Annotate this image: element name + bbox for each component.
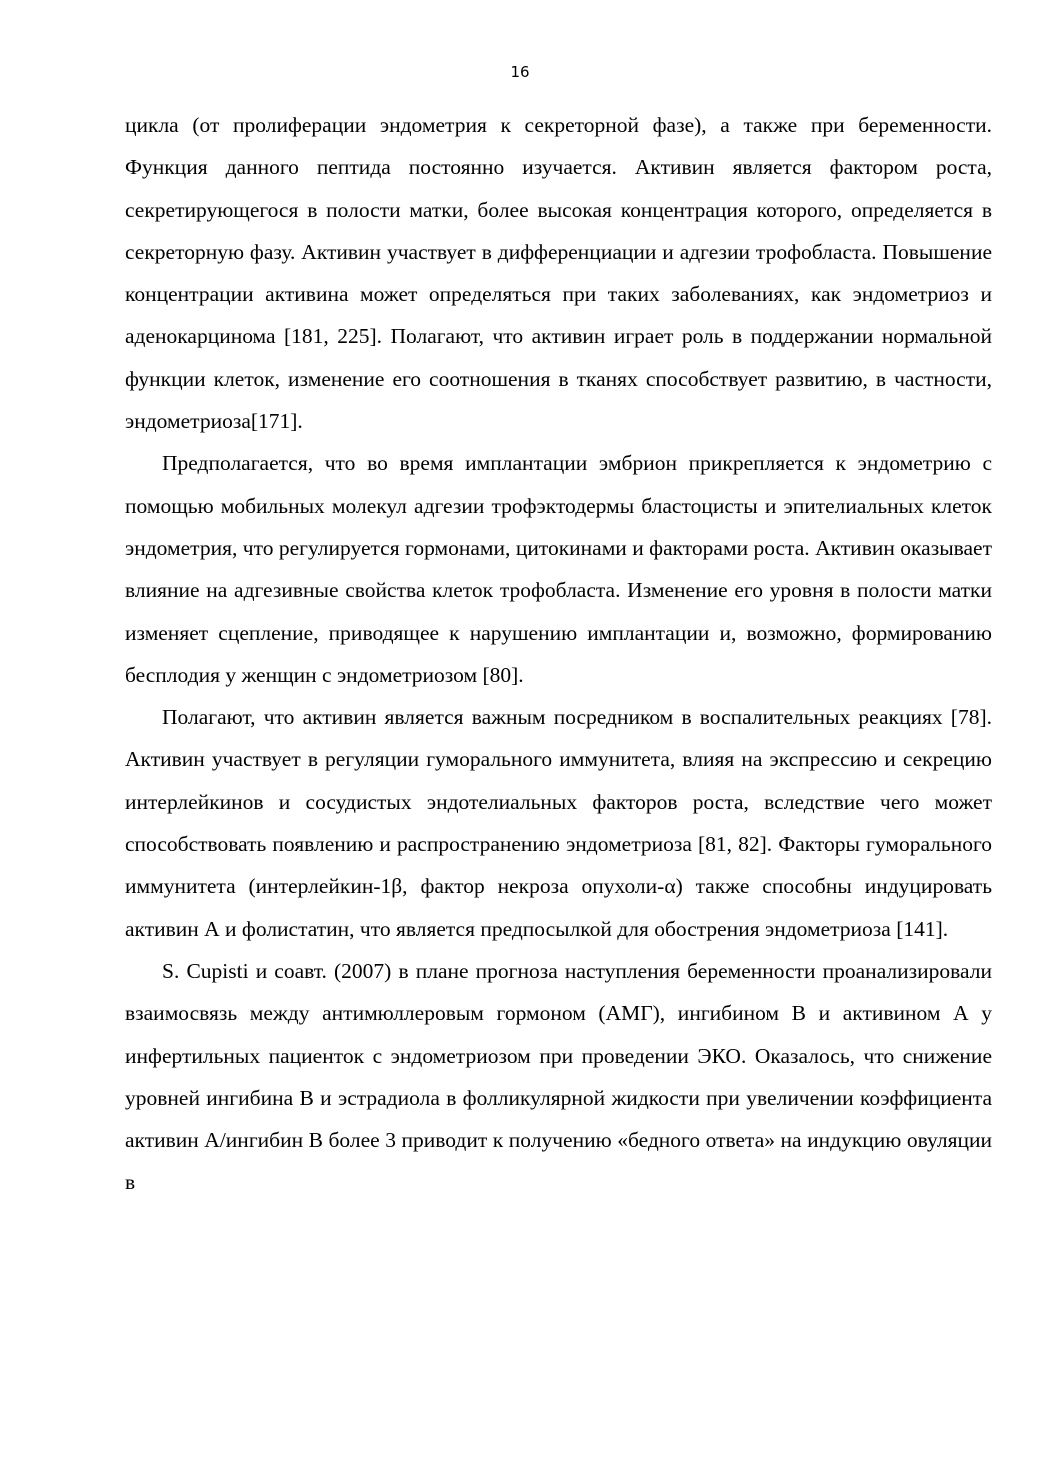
paragraph-implantation: Предполагается, что во время имплантации эмбрион прикрепляется к эндометрию с помощью мобильных молекул адгезии трофэктодермы бластоцисты и эпителиальных клеток эндометрия, что регулируется гормонами, цитокинами и факторами роста. Активин оказывает влияние на адгезивные свойства клеток трофобласта. Изменение его уровня в полости матки изменяет сцепление, приводящее к нарушению имплантации и, возможно, формированию бесплодия у женщин с эндометриозом [80].: [125, 451, 992, 687]
paragraph-cupisti-study: S. Cupisti и соавт. (2007) в плане прогноза наступления беременности проанализировали взаимосвязь между антимюллеровым гормоном (АМГ), ингибином В и активином А у инфертильных пациенток с эндометриозом при проведении ЭКО. Оказалось, что снижение уровней ингибина В и эстрадиола в фолликулярной жидкости при увеличении коэффициента активин А/ингибин В более 3 приводит к получению «бедного ответа» на индукцию овуляции в: [125, 958, 992, 1195]
page-number: 16: [510, 63, 530, 81]
paragraph-continuation: цикла (от пролиферации эндометрия к секреторной фазе), а также при беременности. Функция данного пептида постоянно изучается. Активин является фактором роста, секретирующегося в полости матки, более высокая концентрация которого, определяется в секреторную фазу. Активин участвует в дифференциации и адгезии трофобласта. Повышение концентрации активина может определяться при таких заболеваниях, как эндометриоз и аденокарцинома [181, 225]. Полагают, что активин играет роль в поддержании нормальной функции клеток, изменение его соотношения в тканях способствует развитию, в частности, эндометриоза[171].: [125, 113, 992, 434]
paragraph-inflammation: Полагают, что активин является важным посредником в воспалительных реакциях [78]. Активин участвует в регуляции гуморального иммунитета, влияя на экспрессию и секрецию интерлейкинов и сосудистых эндотелиальных факторов роста, вследствие чего может способствовать появлению и распространению эндометриоза [81, 82]. Факторы гуморального иммунитета (интерлейкин-1β, фактор некроза опухоли-α) также способны индуцировать активин А и фолистатин, что является предпосылкой для обострения эндометриоза [141].: [125, 705, 992, 941]
document-body: [125, 104, 992, 1204]
